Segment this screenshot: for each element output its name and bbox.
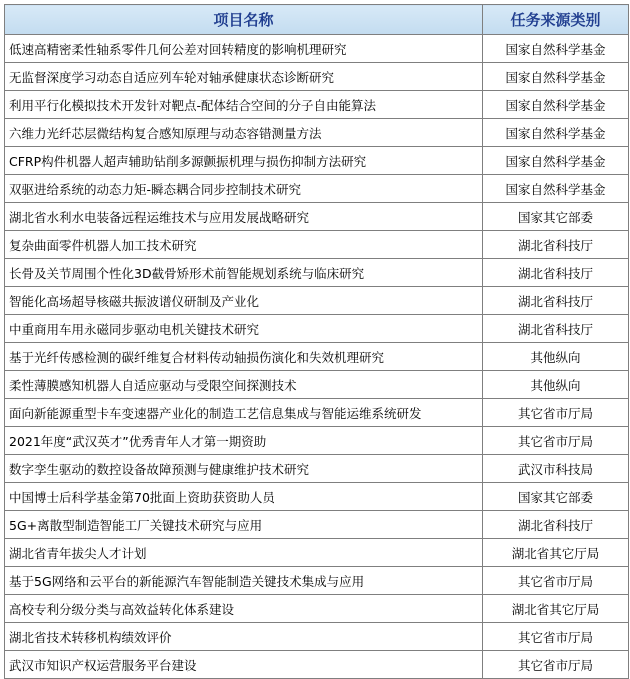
table-row xyxy=(5,399,629,427)
project-name-cell: 低速高精密柔性轴系零件几何公差对回转精度的影响机理研究 xyxy=(5,35,483,63)
table-row xyxy=(5,147,629,175)
project-name-cell: 湖北省技术转移机构绩效评价 xyxy=(5,623,483,651)
table-row xyxy=(5,315,629,343)
project-name-cell: 基于5G网络和云平台的新能源汽车智能制造关键技术集成与应用 xyxy=(5,567,483,595)
project-name-cell: 长骨及关节周围个性化3D截骨矫形术前智能规划系统与临床研究 xyxy=(5,259,483,287)
project-name-cell: 湖北省青年拔尖人才计划 xyxy=(5,539,483,567)
table-row xyxy=(5,231,629,259)
task-source-cell: 武汉市科技局 xyxy=(483,455,629,483)
task-source-cell: 其它省市厅局 xyxy=(483,651,629,679)
table-row xyxy=(5,91,629,119)
project-name-cell: 利用平行化模拟技术开发针对靶点-配体结合空间的分子自由能算法 xyxy=(5,91,483,119)
table-row xyxy=(5,371,629,399)
table-body xyxy=(5,35,629,679)
header-row xyxy=(5,5,629,35)
task-source-cell: 国家自然科学基金 xyxy=(483,119,629,147)
project-name-cell: 湖北省水利水电装备远程运维技术与应用发展战略研究 xyxy=(5,203,483,231)
table-row xyxy=(5,651,629,679)
task-source-cell: 湖北省其它厅局 xyxy=(483,595,629,623)
table-row xyxy=(5,63,629,91)
table-row xyxy=(5,539,629,567)
task-source-cell: 其它省市厅局 xyxy=(483,623,629,651)
table-row xyxy=(5,119,629,147)
table-row xyxy=(5,511,629,539)
task-source-cell: 其它省市厅局 xyxy=(483,427,629,455)
project-table-container xyxy=(4,4,628,679)
table-row xyxy=(5,175,629,203)
project-name-cell: 无监督深度学习动态自适应列车轮对轴承健康状态诊断研究 xyxy=(5,63,483,91)
table-row xyxy=(5,259,629,287)
project-name-cell: 双驱进给系统的动态力矩-瞬态耦合同步控制技术研究 xyxy=(5,175,483,203)
table-row xyxy=(5,483,629,511)
task-source-cell: 国家自然科学基金 xyxy=(483,35,629,63)
project-name-cell: 5G+离散型制造智能工厂关键技术研究与应用 xyxy=(5,511,483,539)
project-name-cell: 中重商用车用永磁同步驱动电机关键技术研究 xyxy=(5,315,483,343)
table-row xyxy=(5,595,629,623)
task-source-cell: 湖北省科技厅 xyxy=(483,259,629,287)
project-table xyxy=(4,4,629,679)
project-name-cell: 2021年度“武汉英才”优秀青年人才第一期资助 xyxy=(5,427,483,455)
table-row xyxy=(5,455,629,483)
table-row xyxy=(5,35,629,63)
table-row xyxy=(5,287,629,315)
project-name-cell: 智能化高场超导核磁共振波谱仪研制及产业化 xyxy=(5,287,483,315)
task-source-cell: 其他纵向 xyxy=(483,343,629,371)
project-name-cell: 复杂曲面零件机器人加工技术研究 xyxy=(5,231,483,259)
header-task-source: 任务来源类别 xyxy=(483,5,629,35)
project-name-cell: 数字孪生驱动的数控设备故障预测与健康维护技术研究 xyxy=(5,455,483,483)
project-name-cell: 中国博士后科学基金第70批面上资助获资助人员 xyxy=(5,483,483,511)
task-source-cell: 国家自然科学基金 xyxy=(483,63,629,91)
table-row xyxy=(5,343,629,371)
project-name-cell: 柔性薄膜感知机器人自适应驱动与受限空间探测技术 xyxy=(5,371,483,399)
task-source-cell: 湖北省科技厅 xyxy=(483,511,629,539)
project-name-cell: 基于光纤传感检测的碳纤维复合材料传动轴损伤演化和失效机理研究 xyxy=(5,343,483,371)
task-source-cell: 其它省市厅局 xyxy=(483,399,629,427)
table-row xyxy=(5,623,629,651)
project-name-cell: 武汉市知识产权运营服务平台建设 xyxy=(5,651,483,679)
project-name-cell: CFRP构件机器人超声辅助钻削多源颤振机理与损伤抑制方法研究 xyxy=(5,147,483,175)
task-source-cell: 湖北省其它厅局 xyxy=(483,539,629,567)
task-source-cell: 国家自然科学基金 xyxy=(483,175,629,203)
table-row xyxy=(5,203,629,231)
table-row xyxy=(5,567,629,595)
project-name-cell: 面向新能源重型卡车变速器产业化的制造工艺信息集成与智能运维系统研发 xyxy=(5,399,483,427)
table-row xyxy=(5,427,629,455)
task-source-cell: 湖北省科技厅 xyxy=(483,231,629,259)
task-source-cell: 国家其它部委 xyxy=(483,203,629,231)
task-source-cell: 其他纵向 xyxy=(483,371,629,399)
project-name-cell: 高校专利分级分类与高效益转化体系建设 xyxy=(5,595,483,623)
task-source-cell: 国家自然科学基金 xyxy=(483,91,629,119)
task-source-cell: 湖北省科技厅 xyxy=(483,287,629,315)
task-source-cell: 国家自然科学基金 xyxy=(483,147,629,175)
project-name-cell: 六维力光纤芯层微结构复合感知原理与动态容错测量方法 xyxy=(5,119,483,147)
task-source-cell: 国家其它部委 xyxy=(483,483,629,511)
task-source-cell: 其它省市厅局 xyxy=(483,567,629,595)
task-source-cell: 湖北省科技厅 xyxy=(483,315,629,343)
header-project-name: 项目名称 xyxy=(5,5,483,35)
